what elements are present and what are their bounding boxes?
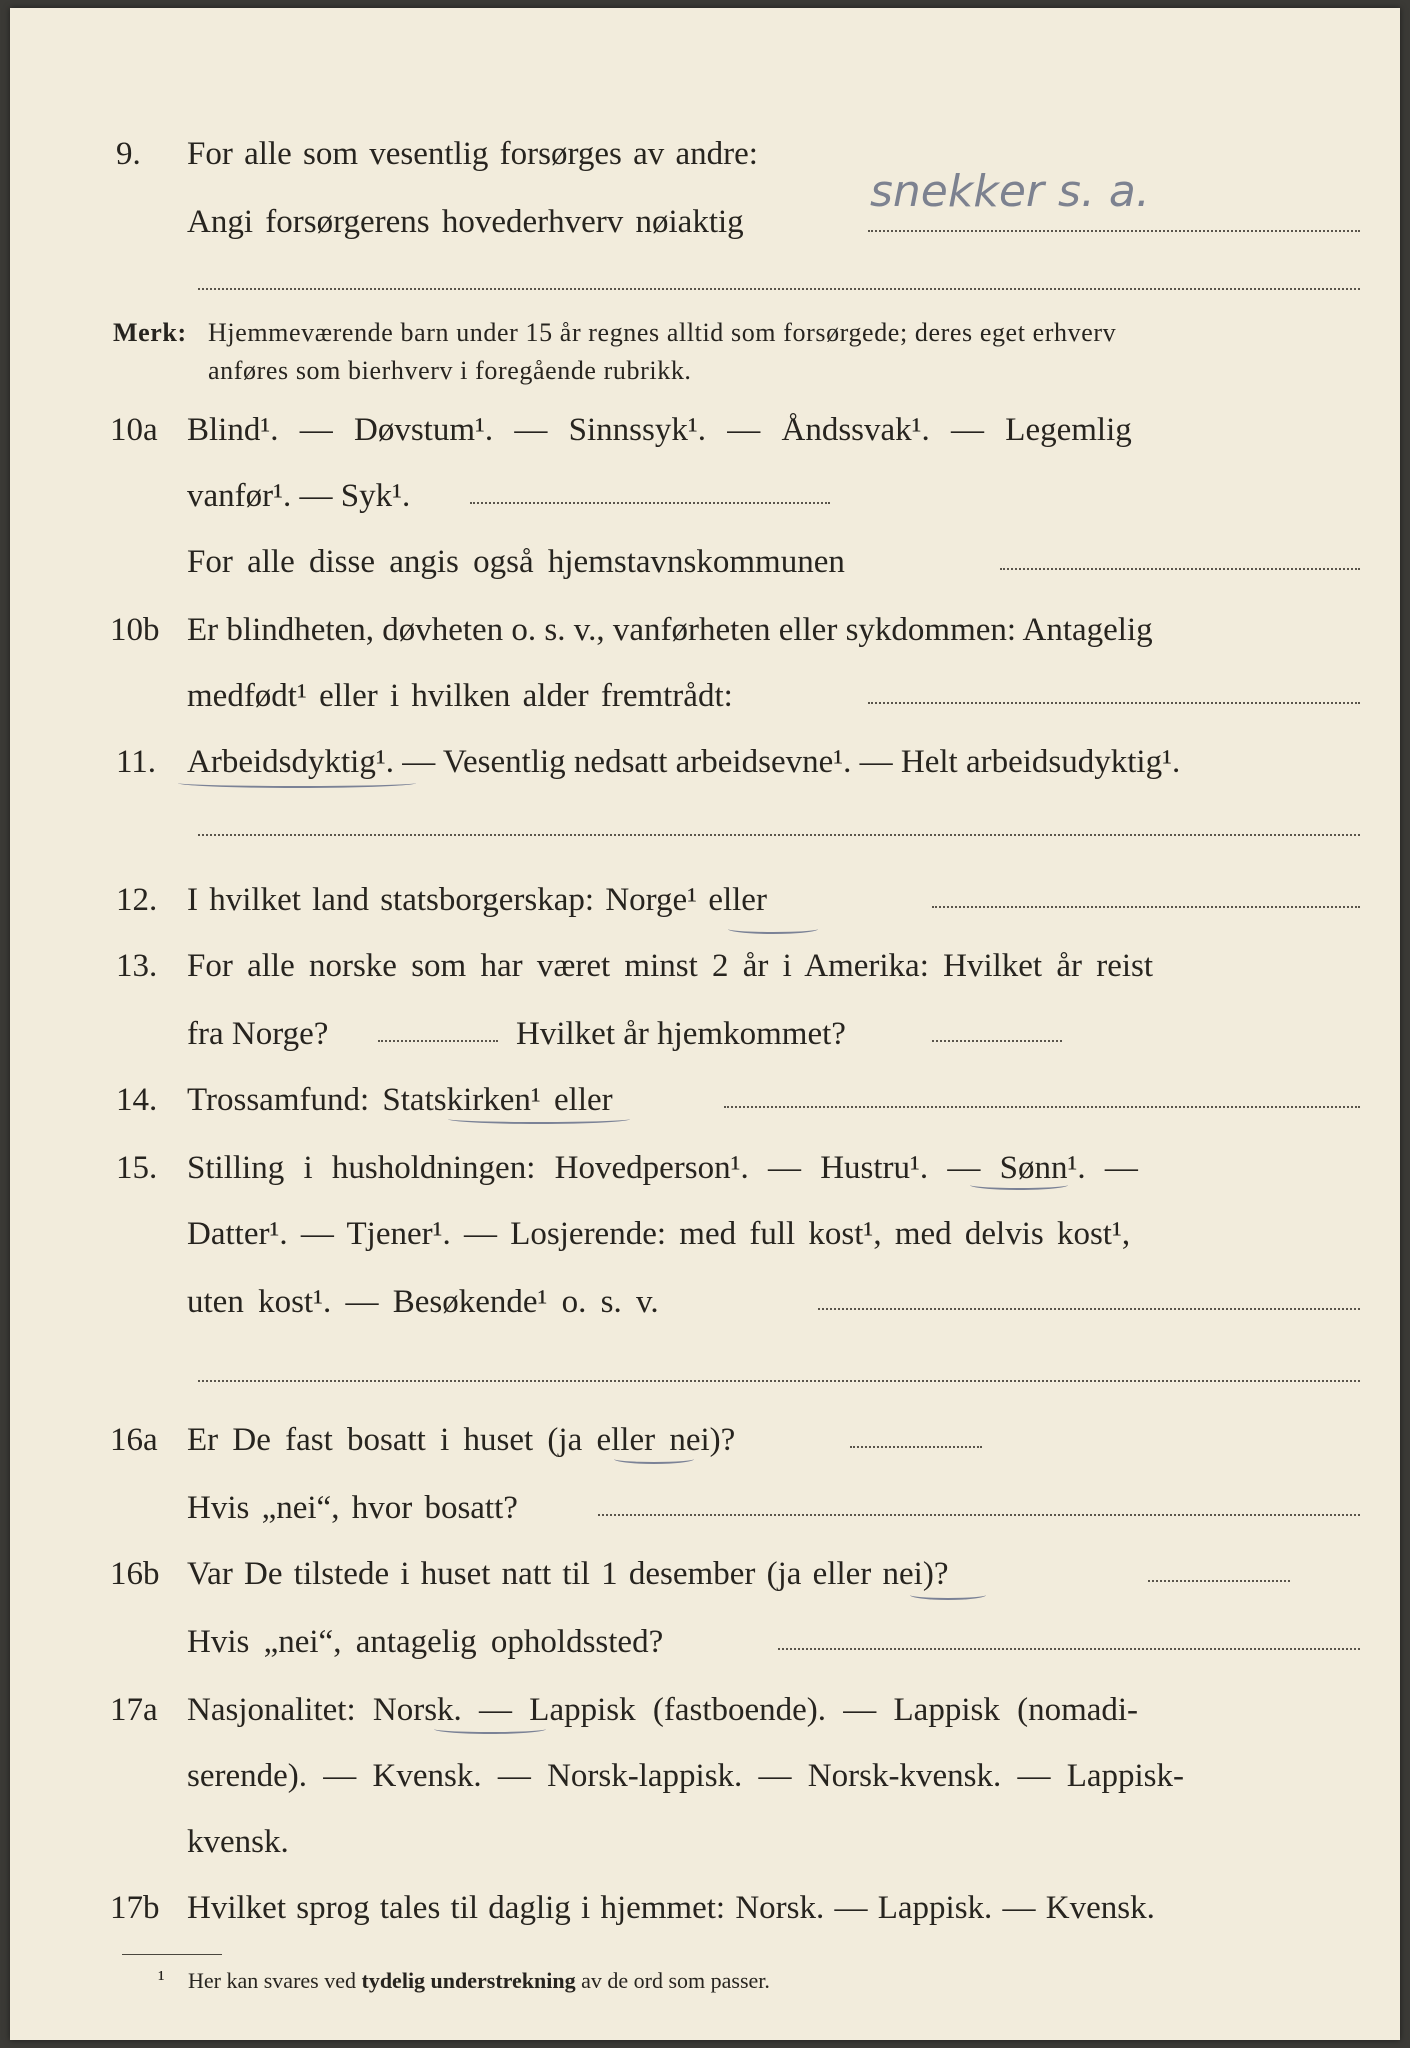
q10b-number: 10b: [110, 612, 160, 648]
footnote-text-c: av de ord som passer.: [581, 1968, 770, 1993]
q16a-answer-line[interactable]: [850, 1446, 982, 1448]
q11-line1: Arbeidsdyktig¹. — Vesentlig nedsatt arbeidsevne¹. — Helt arbeidsudyktig¹.: [187, 744, 1181, 780]
q17a-number: 17a: [110, 1692, 158, 1728]
q17a-underline-mark: [434, 1724, 546, 1734]
q10b-line1: Er blindheten, døvheten o. s. v., vanførheten eller sykdommen: Antagelig: [187, 612, 1153, 648]
q10a-number: 10a: [110, 412, 158, 448]
q9-handwritten-answer: snekker s. a.: [870, 166, 1150, 217]
q16b-underline-mark: [910, 1590, 986, 1600]
q16b-opholdssted-line[interactable]: [778, 1648, 1360, 1650]
q16b-line2: Hvis „nei“, antagelig opholdssted?: [187, 1624, 664, 1660]
footnote-separator: [122, 1954, 222, 1955]
merk-label: Merk:: [113, 318, 187, 347]
merk-line2: anføres som bierhverv i foregående rubrikk.: [208, 356, 692, 385]
q16b-answer-line[interactable]: [1148, 1580, 1290, 1582]
q13-line2a: fra Norge?: [187, 1016, 329, 1052]
q15-extra-line: [198, 1380, 1360, 1382]
q14-line1: Trossamfund: Statskirken¹ eller: [187, 1082, 613, 1118]
q10a-line1: Blind¹. — Døvstum¹. — Sinnssyk¹. — Åndssvak¹. — Legemlig: [187, 412, 1132, 448]
q11-extra-line: [198, 834, 1360, 836]
q12-number: 12.: [116, 882, 158, 918]
q14-answer-line[interactable]: [724, 1106, 1360, 1108]
q15-underline-mark: [970, 1180, 1068, 1190]
q15-line1: Stilling i husholdningen: Hovedperson¹. — Hustru¹. — Sønn¹. —: [187, 1150, 1138, 1186]
q10b-answer-line[interactable]: [868, 702, 1360, 704]
q17b-number: 17b: [110, 1890, 160, 1926]
q10a-line2: vanfør¹. — Syk¹.: [187, 478, 411, 514]
q10a-hjemstavn-line[interactable]: [1000, 568, 1360, 570]
q12-answer-line[interactable]: [932, 906, 1360, 908]
q13-line2b: Hvilket år hjemkommet?: [516, 1016, 846, 1052]
q10b-line2: medfødt¹ eller i hvilken alder fremtrådt:: [187, 678, 733, 714]
q11-underline-mark: [178, 778, 416, 788]
q15-line2: Datter¹. — Tjener¹. — Losjerende: med full kost¹, med delvis kost¹,: [187, 1216, 1131, 1252]
footnote-mark: ¹: [158, 1966, 165, 1991]
q14-number: 14.: [116, 1082, 158, 1118]
q13-hjemkommet-line[interactable]: [932, 1040, 1062, 1042]
q16a-underline-mark: [614, 1454, 694, 1464]
q15-number: 15.: [116, 1150, 158, 1186]
census-form-page: [10, 8, 1400, 2040]
merk-line1: Hjemmeværende barn under 15 år regnes alltid som forsørgede; deres eget erhverv: [208, 318, 1117, 347]
q13-number: 13.: [116, 948, 158, 984]
q13-line1: For alle norske som har været minst 2 år i Amerika: Hvilket år reist: [187, 948, 1154, 984]
q9-extra-line: [198, 288, 1360, 290]
footnote-text: [188, 1966, 770, 1996]
q9-line2: Angi forsørgerens hovederhverv nøiaktig: [187, 204, 744, 240]
q12-underline-mark: [728, 924, 818, 934]
q17a-line1: Nasjonalitet: Norsk. — Lappisk (fastboende). — Lappisk (nomadi-: [187, 1692, 1139, 1728]
q9-number: 9.: [116, 136, 141, 172]
footnote-text-b: tydelig understrekning: [361, 1968, 576, 1993]
q17a-line2: serende). — Kvensk. — Norsk-lappisk. — Norsk-kvensk. — Lappisk-: [187, 1758, 1185, 1794]
q9-answer-line[interactable]: [868, 230, 1360, 232]
q10a-line3: For alle disse angis også hjemstavnskommunen: [187, 544, 845, 580]
q17b-line1: Hvilket sprog tales til daglig i hjemmet: Norsk. — Lappisk. — Kvensk.: [187, 1890, 1155, 1926]
q16a-bosatt-line[interactable]: [598, 1514, 1360, 1516]
q11-number: 11.: [116, 744, 157, 780]
footnote-text-a: Her kan svares ved: [188, 1968, 356, 1993]
q12-line1: I hvilket land statsborgerskap: Norge¹ eller: [187, 882, 767, 918]
q16a-line2: Hvis „nei“, hvor bosatt?: [187, 1490, 518, 1526]
q14-underline-mark: [448, 1114, 630, 1124]
q16a-line1: Er De fast bosatt i huset (ja eller nei)?: [187, 1422, 736, 1458]
q17a-line3: kvensk.: [187, 1824, 289, 1860]
q16a-number: 16a: [110, 1422, 158, 1458]
q16b-line1: Var De tilstede i huset natt til 1 desember (ja eller nei)?: [187, 1556, 949, 1592]
q13-reist-line[interactable]: [378, 1040, 498, 1042]
q16b-number: 16b: [110, 1556, 160, 1592]
q15-line3: uten kost¹. — Besøkende¹ o. s. v.: [187, 1284, 659, 1320]
q9-line1: For alle som vesentlig forsørges av andre:: [187, 136, 758, 172]
q15-answer-line[interactable]: [818, 1308, 1360, 1310]
q10a-syk-line[interactable]: [470, 502, 830, 504]
